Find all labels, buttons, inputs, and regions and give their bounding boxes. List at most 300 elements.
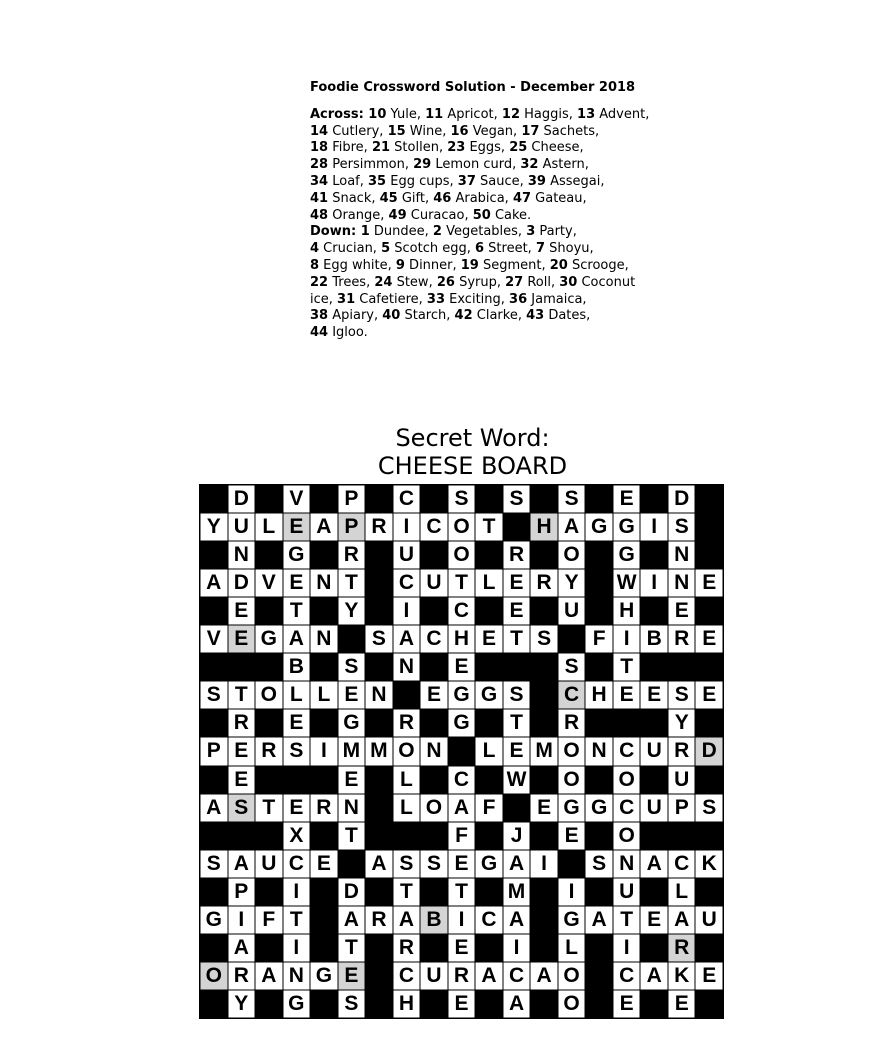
letter-cell: L (668, 878, 696, 906)
black-square (365, 794, 393, 822)
letter-cell: K (668, 962, 696, 990)
black-square (420, 709, 448, 737)
black-square (420, 878, 448, 906)
clue-number: Down: 1 (310, 224, 370, 240)
clue-answer: Street, (484, 241, 536, 257)
letter-cell: R (365, 906, 393, 934)
black-square (503, 794, 531, 822)
letter-cell: D (228, 569, 256, 597)
letter-cell: L (310, 681, 338, 709)
secret-word-label: Secret Word: (395, 424, 550, 452)
letter-cell: K (695, 850, 723, 878)
clue-answer: Shoyu, (545, 241, 594, 257)
letter-cell: I (283, 878, 311, 906)
letter-cell: M (365, 737, 393, 765)
black-square (365, 485, 393, 513)
black-square (640, 766, 668, 794)
clue-number: 3 (526, 224, 536, 240)
highlighted-letter-cell: H (530, 513, 558, 541)
letter-cell: R (668, 625, 696, 653)
letter-cell: L (393, 794, 421, 822)
letter-cell: C (613, 737, 641, 765)
black-square (365, 878, 393, 906)
letter-cell: X (283, 822, 311, 850)
clue-answer: Haggis, (520, 106, 578, 122)
black-square (255, 485, 283, 513)
letter-cell: U (613, 878, 641, 906)
black-square (200, 990, 228, 1018)
letter-cell: E (228, 766, 256, 794)
clue-number: 24 (374, 274, 393, 290)
clue-number: 12 (501, 106, 520, 122)
highlighted-letter-cell: O (200, 962, 228, 990)
clue-answer: Egg white, (319, 257, 396, 273)
black-square (530, 597, 558, 625)
clue-answer: Loaf, (328, 173, 369, 189)
letter-cell: S (365, 625, 393, 653)
letter-cell: E (448, 850, 476, 878)
letter-cell: R (228, 709, 256, 737)
clue-number: 13 (577, 106, 596, 122)
clue-answer: Orange, (328, 207, 389, 223)
clue-number: 29 (413, 157, 432, 173)
letter-cell: E (503, 737, 531, 765)
letter-cell: S (530, 625, 558, 653)
clue-line (310, 292, 650, 309)
black-square (475, 878, 503, 906)
clue-answer: Roll, (523, 274, 560, 290)
letter-cell: N (668, 569, 696, 597)
clue-answer: Advent, (595, 106, 650, 122)
letter-cell: C (393, 485, 421, 513)
letter-cell: A (338, 906, 366, 934)
letter-cell: G (475, 681, 503, 709)
solution-title: Foodie Crossword Solution - December 2018 (310, 80, 636, 95)
letter-cell: E (283, 794, 311, 822)
letter-cell: N (310, 569, 338, 597)
letter-cell: A (640, 850, 668, 878)
black-square (420, 934, 448, 962)
letter-cell: C (503, 962, 531, 990)
letter-cell: Y (668, 709, 696, 737)
clue-answer: Coconut (577, 274, 636, 290)
letter-cell: I (640, 569, 668, 597)
black-square (503, 513, 531, 541)
letter-cell: N (668, 541, 696, 569)
black-square (420, 653, 448, 681)
black-square (640, 709, 668, 737)
black-square (475, 822, 503, 850)
letter-cell: F (475, 794, 503, 822)
letter-cell: E (448, 934, 476, 962)
clue-answers (310, 107, 650, 342)
clue-answer: Snack, (328, 190, 380, 206)
letter-cell: E (668, 597, 696, 625)
black-square (200, 541, 228, 569)
letter-cell: E (695, 625, 723, 653)
letter-cell: S (668, 513, 696, 541)
clue-answer: Apiary, (328, 308, 383, 324)
letter-cell: I (613, 934, 641, 962)
letter-cell: T (255, 794, 283, 822)
letter-cell: S (393, 850, 421, 878)
black-square (200, 485, 228, 513)
letter-cell: N (365, 681, 393, 709)
letter-cell: E (558, 822, 586, 850)
black-square (530, 934, 558, 962)
letter-cell: G (613, 541, 641, 569)
letter-cell: C (448, 766, 476, 794)
clue-line (310, 308, 650, 325)
clue-number: 45 (379, 190, 398, 206)
black-square (420, 822, 448, 850)
letter-cell: Y (338, 597, 366, 625)
letter-cell: T (283, 906, 311, 934)
letter-cell: T (448, 878, 476, 906)
crossword-grid (199, 484, 724, 1019)
black-square (310, 597, 338, 625)
black-square (255, 990, 283, 1018)
black-square (255, 541, 283, 569)
letter-cell: S (283, 737, 311, 765)
letter-cell: I (530, 850, 558, 878)
clue-number: 23 (447, 140, 466, 156)
black-square (695, 653, 723, 681)
clue-number: 9 (395, 257, 405, 273)
black-square (640, 597, 668, 625)
black-square (365, 962, 393, 990)
letter-cell: O (558, 766, 586, 794)
clue-line (310, 241, 650, 258)
highlighted-letter-cell: C (558, 681, 586, 709)
black-square (585, 962, 613, 990)
letter-cell: U (640, 794, 668, 822)
clue-number: 31 (337, 291, 356, 307)
clue-answer: Starch, (400, 308, 455, 324)
letter-cell: C (668, 850, 696, 878)
letter-cell: E (640, 906, 668, 934)
clue-answer: Eggs, (465, 140, 510, 156)
clue-number: 21 (371, 140, 391, 156)
letter-cell: E (338, 766, 366, 794)
letter-cell: F (448, 822, 476, 850)
letter-cell: C (283, 850, 311, 878)
letter-cell: N (613, 850, 641, 878)
black-square (585, 653, 613, 681)
black-square (640, 541, 668, 569)
clue-answer: Arabica, (451, 190, 513, 206)
letter-cell: H (448, 625, 476, 653)
clue-answer: Crucian, (319, 241, 382, 257)
black-square (475, 766, 503, 794)
clue-answer: Stew, (392, 274, 437, 290)
letter-cell: O (448, 513, 476, 541)
letter-cell: O (613, 766, 641, 794)
letter-cell: R (503, 541, 531, 569)
letter-cell: A (503, 990, 531, 1018)
letter-cell: C (613, 962, 641, 990)
clue-number: 36 (509, 291, 528, 307)
clue-answer: Trees, (328, 274, 375, 290)
black-square (310, 906, 338, 934)
letter-cell: N (310, 625, 338, 653)
clue-line (310, 107, 650, 124)
black-square (585, 597, 613, 625)
black-square (420, 485, 448, 513)
clue-line (310, 208, 650, 225)
letter-cell: R (530, 569, 558, 597)
letter-cell: C (393, 962, 421, 990)
letter-cell: G (558, 906, 586, 934)
black-square (640, 485, 668, 513)
black-square (310, 878, 338, 906)
letter-cell: L (393, 766, 421, 794)
letter-cell: C (420, 625, 448, 653)
clue-answer: Astern, (538, 157, 589, 173)
clue-answer: Lemon curd, (431, 157, 521, 173)
black-square (255, 878, 283, 906)
letter-cell: R (365, 513, 393, 541)
letter-cell: E (668, 990, 696, 1018)
clue-number: Across: 10 (310, 106, 387, 122)
black-square (530, 906, 558, 934)
clue-number: 16 (450, 123, 469, 139)
black-square (530, 541, 558, 569)
clue-line (310, 124, 650, 141)
black-square (585, 541, 613, 569)
black-square (640, 653, 668, 681)
clue-answer: Vegetables, (441, 224, 527, 240)
letter-cell: I (503, 934, 531, 962)
black-square (200, 597, 228, 625)
letter-cell: E (228, 597, 256, 625)
letter-cell: R (255, 737, 283, 765)
clue-answer: Scrooge, (567, 257, 629, 273)
letter-cell: L (255, 513, 283, 541)
black-square (475, 990, 503, 1018)
letter-cell: R (393, 709, 421, 737)
black-square (420, 541, 448, 569)
letter-cell: E (695, 962, 723, 990)
clue-number: 41 (310, 190, 329, 206)
clue-line (310, 325, 650, 342)
black-square (695, 597, 723, 625)
letter-cell: G (200, 906, 228, 934)
clue-number: 37 (457, 173, 476, 189)
highlighted-letter-cell: R (668, 934, 696, 962)
letter-cell: O (558, 541, 586, 569)
letter-cell: N (585, 737, 613, 765)
letter-cell: N (393, 653, 421, 681)
clue-answer: Gateau, (531, 190, 587, 206)
clue-answer: Yule, (386, 106, 426, 122)
black-square (640, 990, 668, 1018)
letter-cell: G (585, 794, 613, 822)
letter-cell: R (558, 709, 586, 737)
letter-cell: O (558, 990, 586, 1018)
letter-cell: I (448, 906, 476, 934)
letter-cell: V (283, 485, 311, 513)
letter-cell: N (338, 794, 366, 822)
letter-cell: C (475, 906, 503, 934)
letter-cell: Y (558, 569, 586, 597)
letter-cell: I (228, 906, 256, 934)
highlighted-letter-cell: P (338, 513, 366, 541)
letter-cell: A (365, 850, 393, 878)
letter-cell: Y (228, 990, 256, 1018)
black-square (558, 625, 586, 653)
clue-number: 34 (310, 173, 329, 189)
letter-cell: U (228, 513, 256, 541)
letter-cell: D (338, 878, 366, 906)
letter-cell: E (695, 569, 723, 597)
letter-cell: N (283, 962, 311, 990)
black-square (310, 766, 338, 794)
clue-answer: Stollen, (390, 140, 448, 156)
letter-cell: A (530, 962, 558, 990)
clue-number: 50 (472, 207, 491, 223)
letter-cell: O (448, 541, 476, 569)
letter-cell: R (310, 794, 338, 822)
letter-cell: V (200, 625, 228, 653)
letter-cell: A (310, 513, 338, 541)
black-square (365, 822, 393, 850)
black-square (365, 709, 393, 737)
letter-cell: S (338, 990, 366, 1018)
letter-cell: E (640, 681, 668, 709)
letter-cell: U (668, 766, 696, 794)
letter-cell: E (530, 794, 558, 822)
letter-cell: S (558, 653, 586, 681)
clue-answer: Gift, (397, 190, 434, 206)
letter-cell: I (640, 513, 668, 541)
clue-number: 30 (559, 274, 578, 290)
clue-answer: Vegan, (468, 123, 522, 139)
letter-cell: A (283, 625, 311, 653)
letter-cell: A (393, 906, 421, 934)
black-square (585, 822, 613, 850)
letter-cell: B (283, 653, 311, 681)
letter-cell: A (640, 962, 668, 990)
letter-cell: T (503, 625, 531, 653)
clue-answer: Curacao, (406, 207, 473, 223)
black-square (228, 653, 256, 681)
black-square (585, 709, 613, 737)
black-square (695, 934, 723, 962)
clue-number: 4 (310, 241, 320, 257)
letter-cell: U (255, 850, 283, 878)
black-square (365, 934, 393, 962)
clue-answer: Igloo. (328, 325, 368, 341)
clue-line (310, 157, 650, 174)
letter-cell: E (695, 681, 723, 709)
letter-cell: E (283, 709, 311, 737)
letter-cell: G (475, 850, 503, 878)
letter-cell: A (475, 962, 503, 990)
clue-answer: Clarke, (472, 308, 527, 324)
letter-cell: E (448, 653, 476, 681)
clue-number: 47 (512, 190, 532, 206)
black-square (365, 990, 393, 1018)
black-square (420, 990, 448, 1018)
letter-cell: P (200, 737, 228, 765)
letter-cell: N (228, 541, 256, 569)
solution-text (310, 80, 650, 342)
clue-number: 15 (387, 123, 406, 139)
black-square (200, 878, 228, 906)
clue-answer: Segment, (478, 257, 550, 273)
clue-line (310, 140, 650, 157)
black-square (310, 709, 338, 737)
clue-number: 39 (527, 173, 546, 189)
black-square (420, 766, 448, 794)
secret-word: CHEESE BOARD (377, 452, 568, 480)
black-square (365, 766, 393, 794)
black-square (640, 934, 668, 962)
clue-number: 28 (310, 157, 329, 173)
letter-cell: D (668, 485, 696, 513)
black-square (640, 822, 668, 850)
black-square (338, 850, 366, 878)
black-square (200, 822, 228, 850)
black-square (310, 990, 338, 1018)
black-square (200, 709, 228, 737)
letter-cell: E (613, 990, 641, 1018)
letter-cell: P (228, 878, 256, 906)
clue-number: 43 (526, 308, 545, 324)
letter-cell: O (613, 822, 641, 850)
black-square (585, 990, 613, 1018)
letter-cell: I (393, 597, 421, 625)
letter-cell: D (228, 485, 256, 513)
clue-number: 32 (520, 157, 539, 173)
letter-cell: R (338, 541, 366, 569)
letter-cell: S (503, 681, 531, 709)
clue-number: 7 (535, 241, 545, 257)
black-square (530, 878, 558, 906)
letter-cell: G (310, 962, 338, 990)
letter-cell: T (448, 569, 476, 597)
black-square (475, 541, 503, 569)
black-square (448, 737, 476, 765)
letter-cell: H (393, 990, 421, 1018)
black-square (365, 597, 393, 625)
clue-number: 14 (310, 123, 329, 139)
letter-cell: C (393, 569, 421, 597)
highlighted-letter-cell: E (228, 625, 256, 653)
letter-cell: I (558, 878, 586, 906)
black-square (310, 485, 338, 513)
black-square (530, 653, 558, 681)
clue-number: 49 (388, 207, 407, 223)
black-square (475, 709, 503, 737)
letter-cell: A (200, 569, 228, 597)
clue-answer: Sachets, (539, 123, 600, 139)
letter-cell: M (503, 878, 531, 906)
clue-answer: Cheese, (527, 140, 584, 156)
black-square (255, 653, 283, 681)
black-square (200, 653, 228, 681)
letter-cell: C (448, 597, 476, 625)
clue-number: 35 (368, 173, 387, 189)
black-square (255, 709, 283, 737)
clue-number: 42 (454, 308, 473, 324)
clue-answer: Apricot, (443, 106, 502, 122)
clue-number: 5 (381, 241, 391, 257)
letter-cell: S (695, 794, 723, 822)
black-square (695, 878, 723, 906)
black-square (310, 822, 338, 850)
